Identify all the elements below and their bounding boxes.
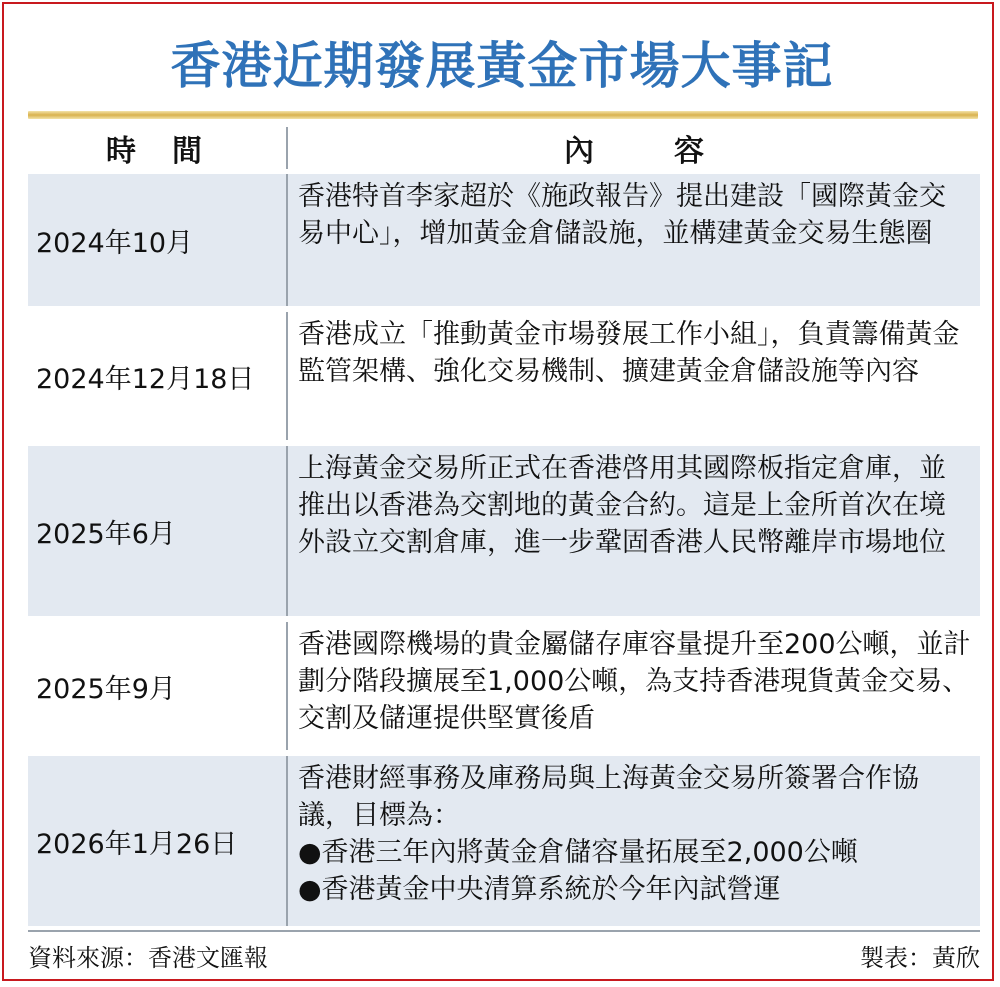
bullet-item: ●香港三年內將黃金倉儲容量拓展至2,000公噸 xyxy=(298,837,858,868)
table-row xyxy=(28,312,980,440)
row-time: 2025年9月 xyxy=(36,673,176,705)
page-title: 香港近期發展黃金市場大事記 xyxy=(170,37,834,95)
table-header xyxy=(28,122,980,174)
row-content: 香港國際機場的貴金屬儲存庫容量提升至200公噸，並計劃分階段擴展至1,000公噸，為支持香港現貨黃金交易、交割及儲運提供堅實後盾 xyxy=(298,629,971,734)
row-time: 2024年10月 xyxy=(36,227,194,259)
table-row xyxy=(28,756,980,926)
header-content: 內容 xyxy=(564,134,784,169)
bullet-item: ●香港黃金中央清算系統於今年內試營運 xyxy=(298,874,781,905)
row-content: 香港特首李家超於《施政報告》提出建設「國際黃金交易中心」，增加黃金倉儲設施，並構建黃金交易生態圈 xyxy=(298,181,946,249)
header-time: 時間 xyxy=(106,134,238,169)
footer xyxy=(28,930,980,973)
table-row xyxy=(28,622,980,750)
row-content: 上海黃金交易所正式在香港啓用其國際板指定倉庫，並推出以香港為交割地的黃金合約。這是上金所首次在境外設立交割倉庫，進一步鞏固香港人民幣離岸市場地位 xyxy=(298,453,946,558)
table-row xyxy=(28,446,980,616)
source-note: 資料來源：香港文匯報 xyxy=(28,944,268,972)
row-content-intro: 香港財經事務及庫務局與上海黃金交易所簽署合作協議，目標為： xyxy=(298,763,919,831)
row-time: 2026年1月26日 xyxy=(36,828,238,860)
row-time: 2025年6月 xyxy=(36,518,176,550)
infographic-frame xyxy=(2,2,994,981)
gold-divider xyxy=(28,111,978,119)
credit-note: 製表：黃欣 xyxy=(860,944,980,972)
row-content xyxy=(288,756,980,926)
row-content: 香港成立「推動黃金市場發展工作小組」，負責籌備黃金監管架構、強化交易機制、擴建黃金倉儲設施等內容 xyxy=(298,319,960,387)
table-row xyxy=(28,174,980,306)
row-time: 2024年12月18日 xyxy=(36,363,255,395)
timeline-table xyxy=(28,122,980,932)
